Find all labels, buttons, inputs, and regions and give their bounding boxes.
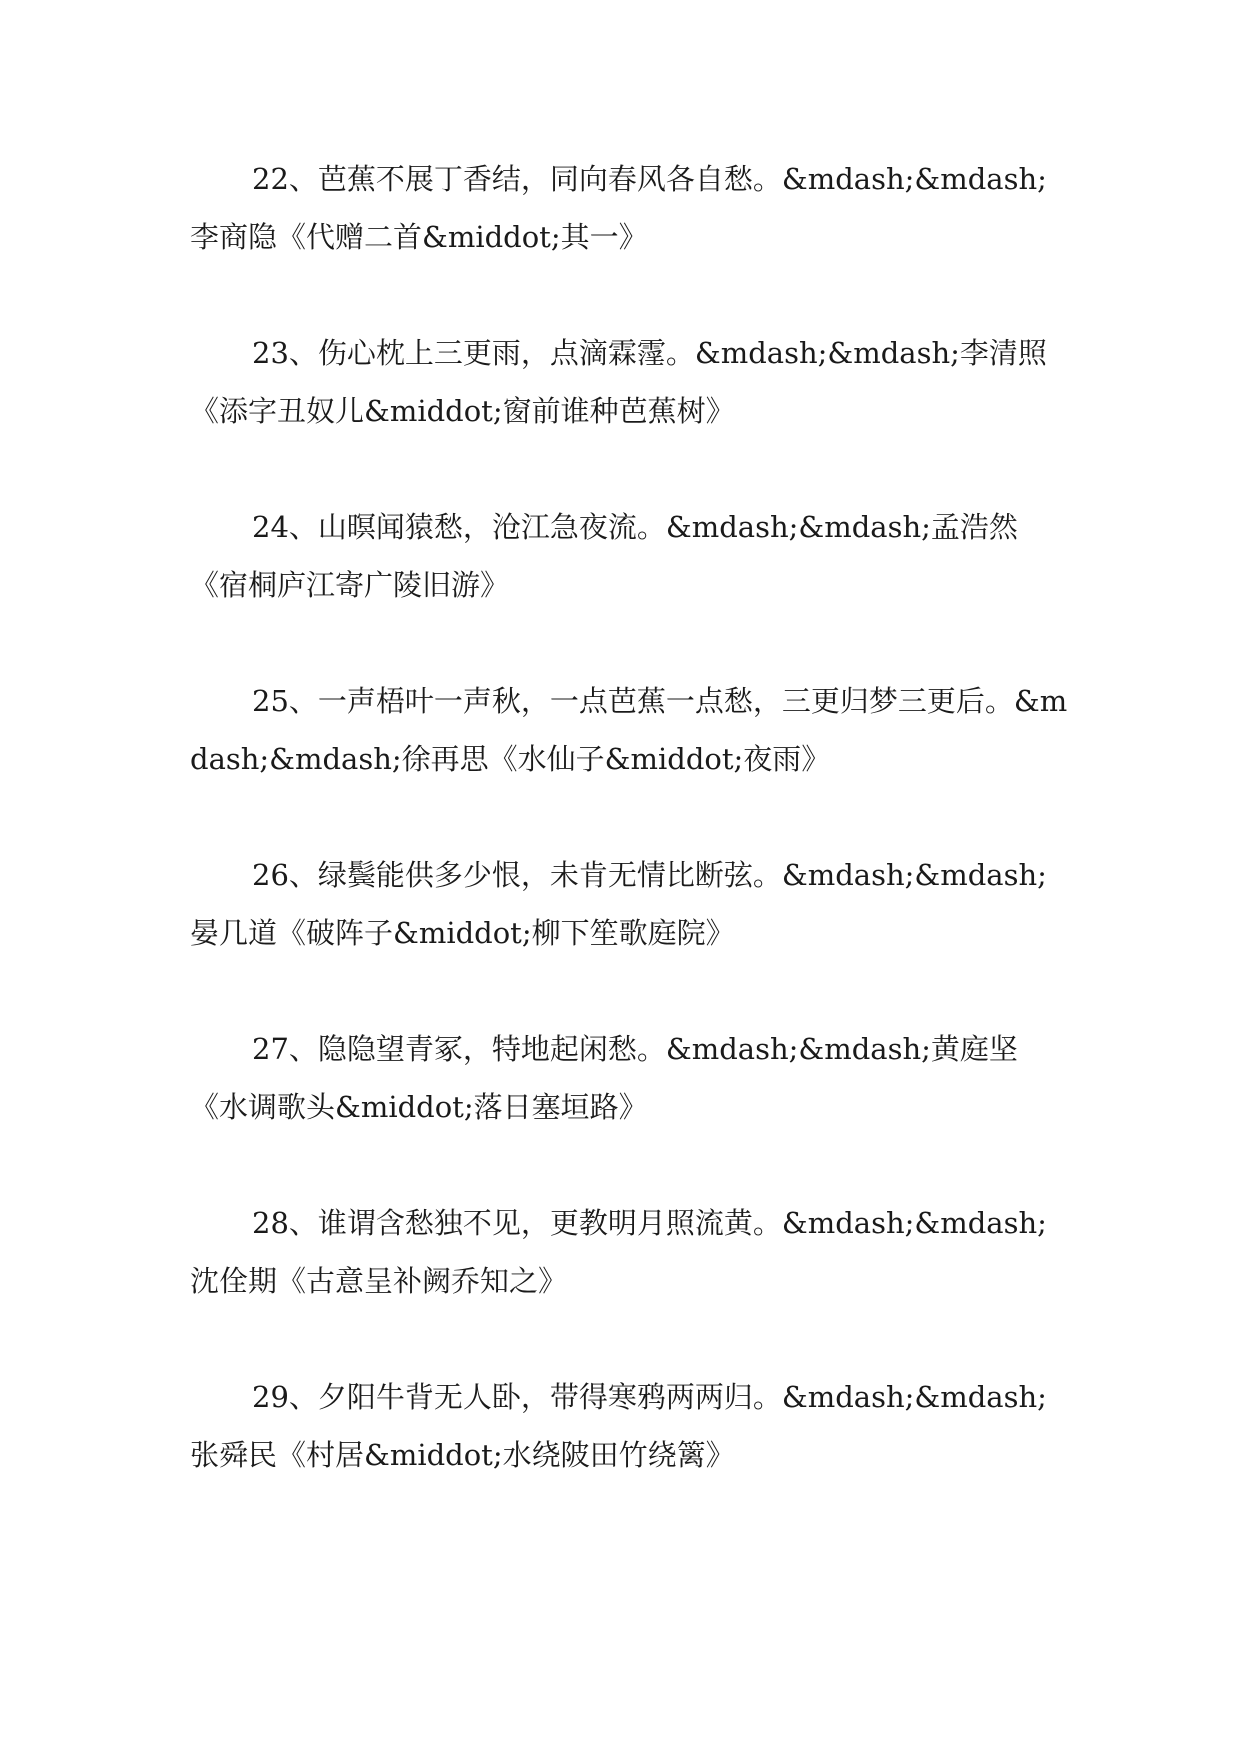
verse-list [190, 150, 1070, 1542]
verse-entry-27: 27、隐隐望青冢，特地起闲愁。&mdash;&mdash;黄庭坚《水调歌头&middot;落日塞垣路》 [190, 1032, 1018, 1124]
verse-entry-29: 29、夕阳牛背无人卧，带得寒鸦两两归。&mdash;&mdash;张舜民《村居&middot;水绕陂田竹绕篱》 [190, 1380, 1047, 1472]
verse-entry-24: 24、山暝闻猿愁，沧江急夜流。&mdash;&mdash;孟浩然《宿桐庐江寄广陵旧游》 [190, 510, 1018, 602]
verse-entry-25: 25、一声梧叶一声秋，一点芭蕉一点愁，三更归梦三更后。&mdash;&mdash;徐再思《水仙子&middot;夜雨》 [190, 684, 1068, 776]
verse-entry-26: 26、绿鬓能供多少恨，未肯无情比断弦。&mdash;&mdash;晏几道《破阵子&middot;柳下笙歌庭院》 [190, 858, 1047, 950]
verse-entry-28: 28、谁谓含愁独不见，更教明月照流黄。&mdash;&mdash;沈佺期《古意呈补阙乔知之》 [190, 1206, 1047, 1298]
verse-entry-22: 22、芭蕉不展丁香结，同向春风各自愁。&mdash;&mdash;李商隐《代赠二首&middot;其一》 [190, 162, 1047, 254]
verse-entry-23: 23、伤心枕上三更雨，点滴霖霪。&mdash;&mdash;李清照《添字丑奴儿&middot;窗前谁种芭蕉树》 [190, 336, 1047, 428]
